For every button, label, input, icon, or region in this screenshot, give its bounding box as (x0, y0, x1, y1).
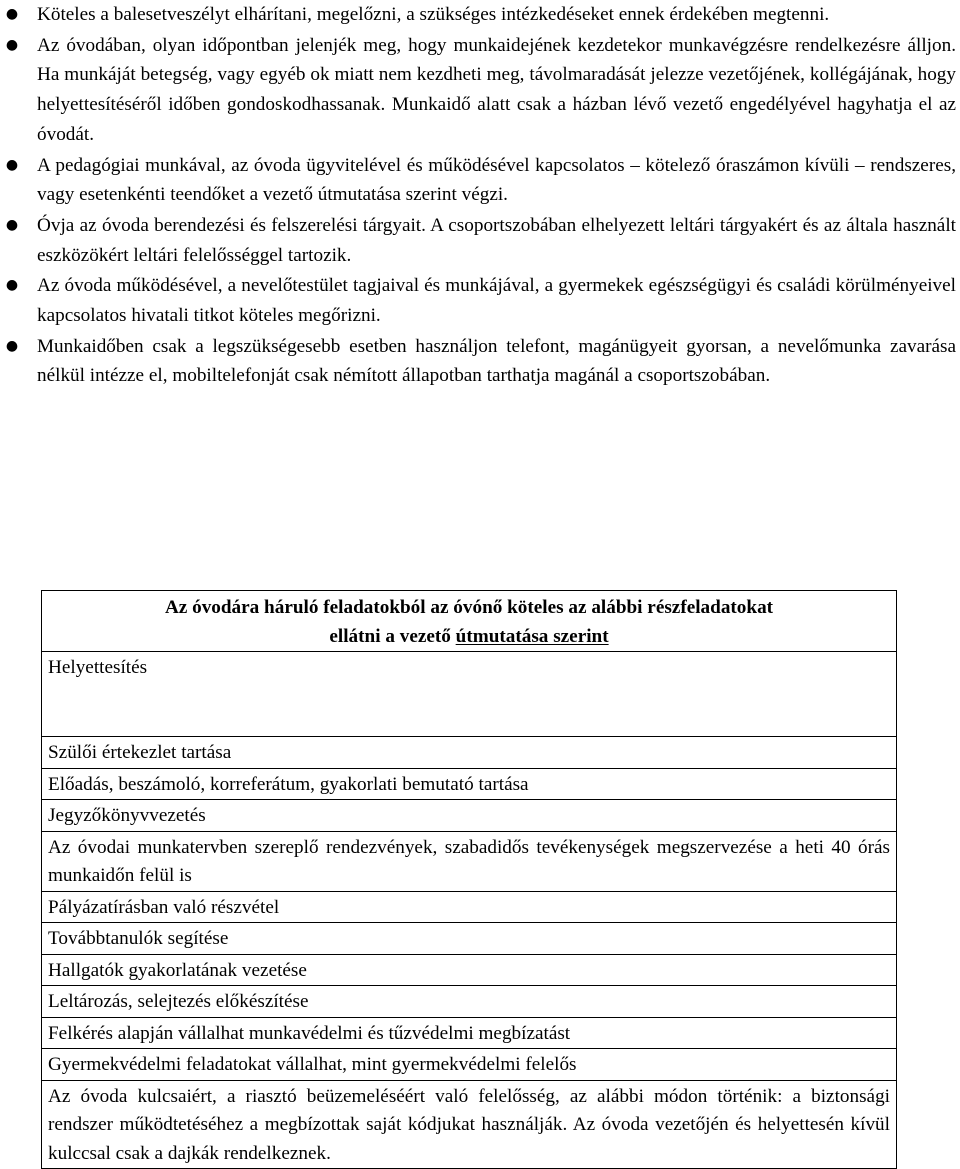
table-row (42, 831, 897, 891)
table-row (42, 954, 897, 986)
table-cell: Leltározás, selejtezés előkészítése (42, 986, 897, 1018)
bullet-icon: ● (5, 337, 19, 354)
bullet-icon: ● (5, 36, 19, 53)
table-cell: Továbbtanulók segítése (42, 923, 897, 955)
table-cell: Szülői értekezlet tartása (42, 737, 897, 769)
bullet-icon: ● (5, 6, 19, 22)
duty-item (0, 211, 960, 270)
table-row (42, 652, 897, 737)
table-row (42, 1080, 897, 1169)
table-row (42, 800, 897, 832)
duty-text: Munkaidőben csak a legszükségesebb esetben használjon telefont, magánügyeit gyorsan, a nevelőmunka zavarása nélkül intézze el, mobiltelefonját csak némított állapotban tarthatja magánál a csoportszobában. (37, 335, 956, 387)
bullet-icon: ● (5, 277, 19, 294)
table-cell: Pályázatírásban való részvétel (42, 891, 897, 923)
table-cell: Jegyzőkönyvvezetés (42, 800, 897, 832)
table-cell: Felkérés alapján vállalhat munkavédelmi és tűzvédelmi megbízatást (42, 1017, 897, 1049)
subtask-table (41, 590, 897, 1169)
table-row (42, 891, 897, 923)
duties-list (0, 0, 960, 391)
duty-text: Köteles a balesetveszélyt elhárítani, megelőzni, a szükséges intézkedéseket ennek érdekében megtenni. (37, 4, 830, 25)
duty-item (0, 271, 960, 330)
duty-text: Az óvoda működésével, a nevelőtestület tagjaival és munkájával, a gyermekek egészségügyi és családi körülményeivel kapcsolatos hivatali titkot köteles megőrizni. (37, 275, 956, 327)
table-cell: Gyermekvédelmi feladatokat vállalhat, mint gyermekvédelmi felelős (42, 1049, 897, 1081)
table-row (42, 1017, 897, 1049)
table-header-line-2 (48, 623, 890, 652)
table-cell: Az óvoda kulcsaiért, a riasztó beüzemeléséért való felelősség, az alábbi módon történik: a biztonsági rendszer működtetéséhez a megbízottak saját kódjukat használják. Az óvoda vezetőjén és helyettesén kívül kulccsal csak a dajkák rendelkeznek. (42, 1080, 897, 1169)
table-header-row (42, 591, 897, 652)
header-underlined-text: útmutatása szerint (455, 625, 609, 647)
table-row (42, 1049, 897, 1081)
duty-item (0, 332, 960, 391)
bullet-icon: ● (5, 216, 19, 233)
header-plain-text: ellátni a vezető (329, 625, 456, 647)
duty-item (0, 31, 960, 150)
table-header-line-1: Az óvodára háruló feladatokból az óvónő köteles az alábbi részfeladatokat (164, 597, 774, 618)
table-cell: Hallgatók gyakorlatának vezetése (42, 954, 897, 986)
duty-item (0, 0, 960, 30)
duty-text: Az óvodában, olyan időpontban jelenjék meg, hogy munkaidejének kezdetekor munkavégzésre rendelkezésre álljon. Ha munkáját betegség, vagy egyéb ok miatt nem kezdheti meg, távolmaradását jelezze vezetőjének, kollégájának, hogy helyettesítéséről időben gondoskodhassanak. Munkaidő alatt csak a házban lévő vezető engedélyével hagyhatja el az óvodát. (37, 34, 956, 145)
duty-item (0, 151, 960, 210)
table-cell: Előadás, beszámoló, korreferátum, gyakorlati bemutató tartása (42, 768, 897, 800)
table-row (42, 737, 897, 769)
table-row (42, 768, 897, 800)
bullet-icon: ● (5, 156, 19, 173)
table-cell: Helyettesítés (42, 652, 897, 737)
table-cell: Az óvodai munkatervben szereplő rendezvények, szabadidős tevékenységek megszervezése a heti 40 órás munkaidőn felül is (42, 831, 897, 891)
duty-text: A pedagógiai munkával, az óvoda ügyvitelével és működésével kapcsolatos – kötelező óraszámon kívüli – rendszeres, vagy esetenkénti teendőket a vezető útmutatása szerint végzi. (37, 154, 956, 206)
table-row (42, 923, 897, 955)
table-header-cell (42, 591, 897, 652)
table-row (42, 986, 897, 1018)
duty-text: Óvja az óvoda berendezési és felszerelési tárgyait. A csoportszobában elhelyezett leltári tárgyakért és az általa használt eszközökért leltári felelősséggel tartozik. (37, 214, 956, 266)
